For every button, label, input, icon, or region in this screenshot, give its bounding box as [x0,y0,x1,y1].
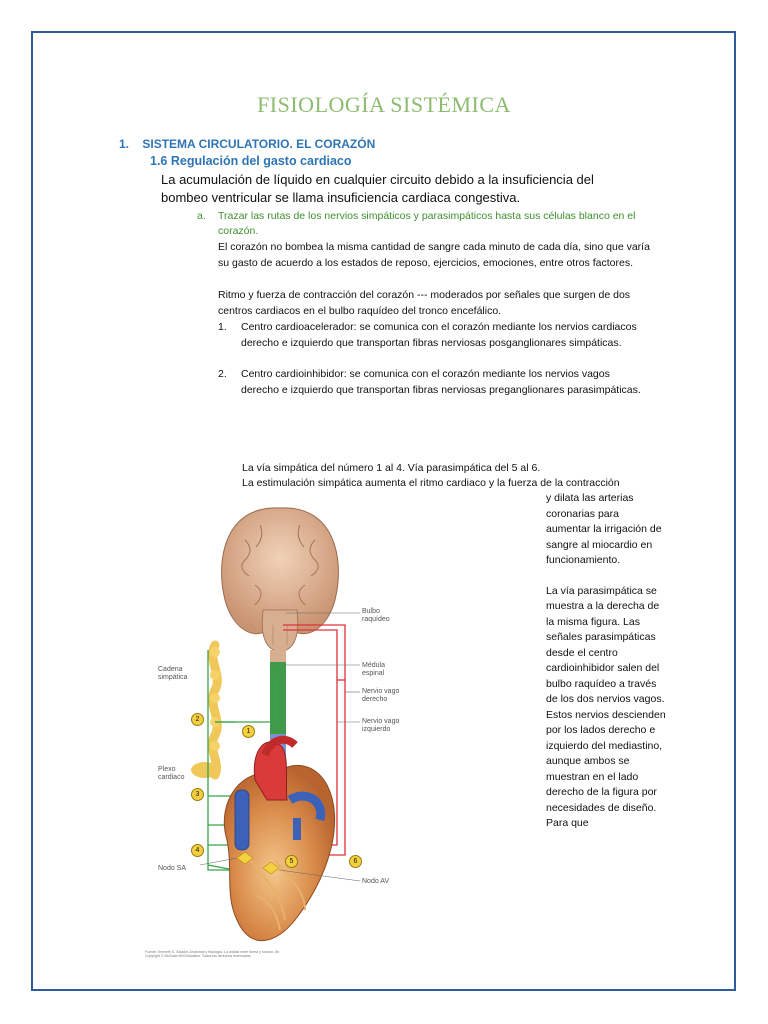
marker-3: 3 [191,788,204,801]
list-item-a [197,209,657,239]
side-text [546,491,666,832]
label-vago-derecho: Nervio vago derecho [362,688,400,703]
item-a-text: Trazar las rutas de los nervios simpáticos y parasimpáticos hasta sus células blanco en el corazón. [218,210,636,237]
paragraph-ritmo: Ritmo y fuerza de contracción del corazón --- moderados por señales que surgen de dos centros cardiacos en el bulbo raquídeo del tronco encefálico. [218,289,631,317]
subsection-heading [150,154,351,168]
marker-6: 6 [349,855,362,868]
document-title: FISIOLOGÍA SISTÉMICA [257,92,511,117]
side-paragraph-2: La vía parasimpática se muestra a la derecha de la misma figura. Las señales parasimpáticas desde el centro cardioinhibidor salen del bulbo raquídeo a través de los dos nervios vagos. Estos nervios descienden por los lados derecho e izquierdo del mediastino, aunque ambos se muestran en el lado derecho de la figura por necesidades de diseño. Para que [546,584,666,829]
cardiac-innervation-figure [145,500,415,960]
paragraph-gasto: El corazón no bombea la misma cantidad de sangre cada minuto de cada día, sino que varía su gasto de acuerdo a los estados de reposo, ejercicios, emociones, entre otros factores. [218,241,650,269]
list-item [218,320,668,352]
intro-paragraph: La acumulación de líquido en cualquier circuito debido a la insuficiencia del bombeo ventricular se llama insuficiencia cardiaca congestiva. [161,172,594,205]
spinal-cord-green [270,662,286,734]
list-text: Centro cardioacelerador: se comunica con el corazón mediante los nervios cardiacos derecho e izquierdo que transportan fibras nerviosas posganglionares simpáticas. [241,321,637,349]
label-plexo: Plexo cardiaco [158,766,185,781]
section-number: 1. [119,137,130,151]
heart-illustration [224,740,334,941]
label-medula: Médula espinal [362,662,385,677]
label-cadena: Cadena simpática [158,666,188,681]
cardiac-plexus [191,762,219,778]
subsection-label: Regulación del gasto cardiaco [170,154,352,168]
label-nodo-av: Nodo AV [362,878,390,885]
label-nodo-sa: Nodo SA [158,865,187,872]
sympathetic-chain [210,645,220,775]
figure-credit: Fuente: Kenneth S. Saladin: Anatomía y fisiología. La unidad entre forma y función, 6e. Copyright © McGraw-Hill Education. Todos los derechos reservados. [145,950,281,958]
estimulacion-line: La estimulación simpática aumenta el ritmo cardiaco y la fuerza de la contracción [242,477,620,489]
list-text: Centro cardioinhibidor: se comunica con el corazón mediante los nervios vagos derecho e izquierdo que transportan fibras nerviosas preganglionares parasimpáticas. [241,368,641,396]
list-number: 1. [218,321,227,333]
side-paragraph-1: y dilata las arterias coronarias para aumentar la irrigación de sangre al miocardio en funcionamiento. [546,492,662,566]
label-bulbo: Bulbo raquídeo [362,608,390,623]
section-label: SISTEMA CIRCULATORIO. EL CORAZÓN [142,137,376,151]
list-item [218,367,668,415]
marker-4: 4 [191,844,204,857]
subsection-number: 1.6 [150,154,168,168]
section-heading [119,137,375,151]
via-line: La vía simpática del número 1 al 4. Vía parasimpática del 5 al 6. [242,462,541,474]
label-vago-izquierdo: Nervio vago izquierdo [362,718,400,733]
marker-5: 5 [285,855,298,868]
marker-1: 1 [242,725,255,738]
marker-2: 2 [191,713,204,726]
list-number: 2. [218,368,227,380]
item-a-marker: a. [197,210,206,222]
